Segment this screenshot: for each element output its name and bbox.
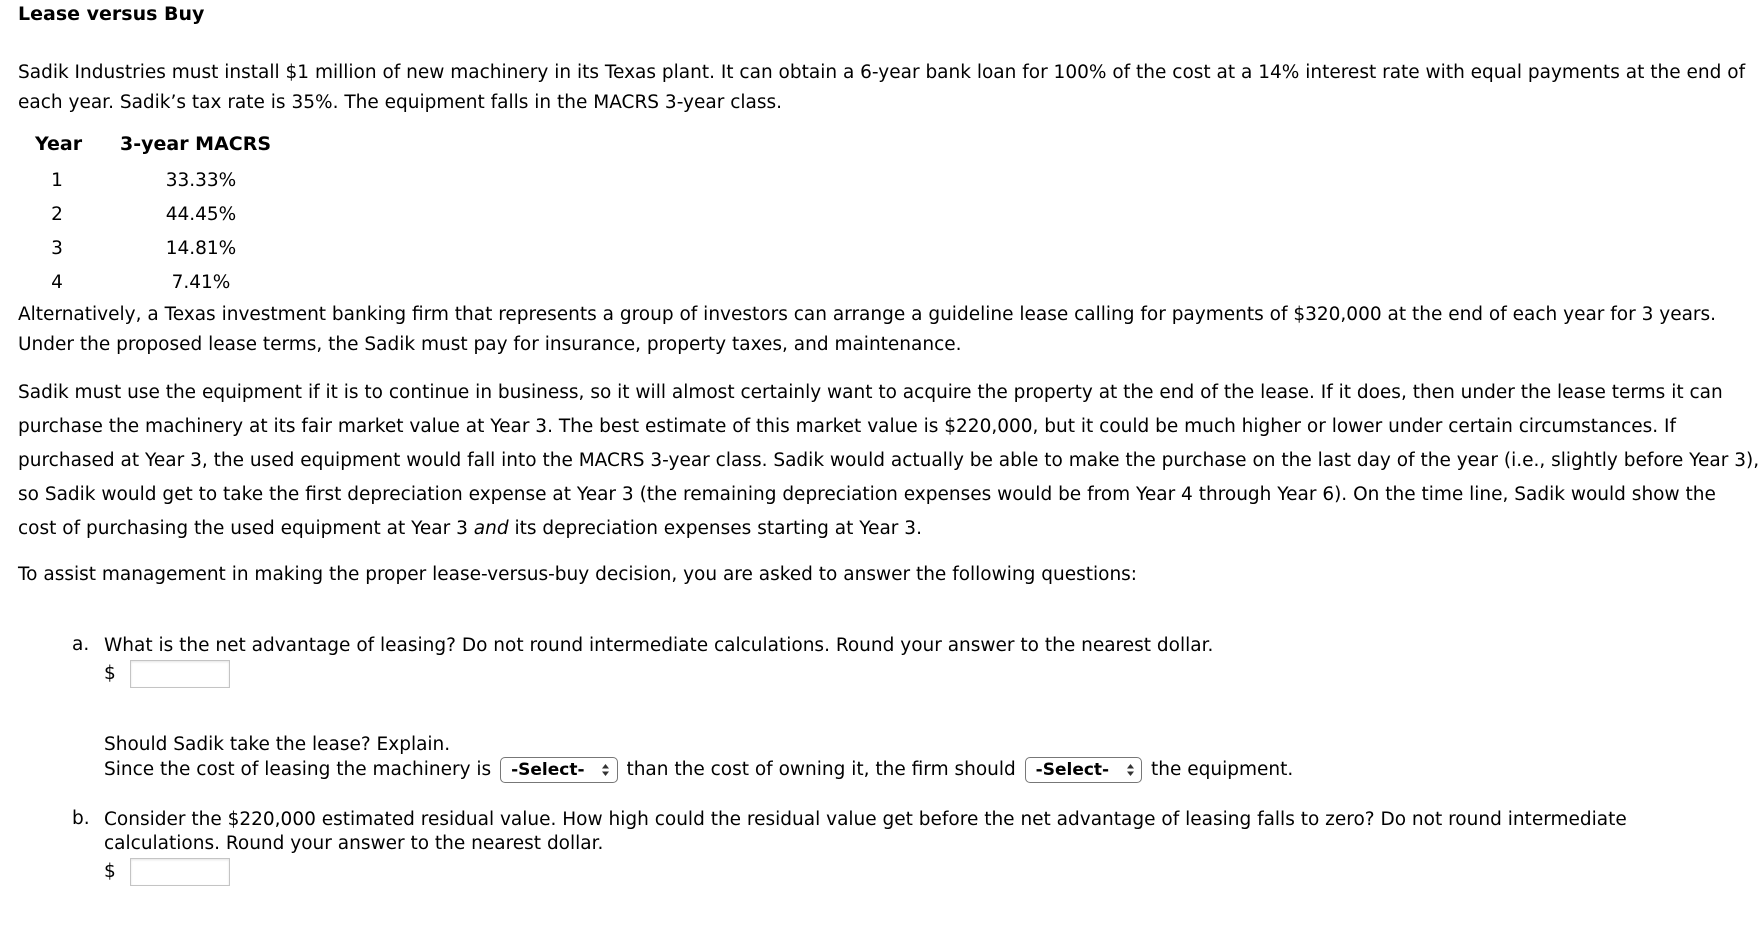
- macrs-year-cell: 1: [51, 169, 63, 191]
- macrs-header-year: Year: [35, 133, 83, 155]
- purchase-paragraph: [18, 376, 1760, 546]
- macrs-row: [35, 265, 282, 299]
- net-advantage-input[interactable]: [130, 660, 230, 688]
- purchase-emphasis: and: [473, 518, 509, 539]
- macrs-header-row: [35, 133, 282, 163]
- sentence-part-3: the equipment.: [1151, 759, 1294, 780]
- page-title: Lease versus Buy: [18, 3, 205, 25]
- macrs-year-cell: 2: [51, 203, 63, 225]
- macrs-rate-cell: 44.45%: [165, 203, 237, 225]
- question-b-text: Consider the $220,000 estimated residual value. How high could the residual value get before the net advantage of leasing falls to zero? Do not round intermediate calculations. Round your answer to the nearest dollar.: [104, 809, 1627, 854]
- question-a-answer-row: [104, 658, 1692, 690]
- up-down-arrows-icon: [1125, 763, 1135, 777]
- question-b: [72, 808, 1692, 888]
- macrs-table: [35, 133, 282, 299]
- decision-select[interactable]: [1025, 757, 1142, 783]
- explain-sentence: [104, 757, 1692, 783]
- macrs-year-cell: 4: [51, 271, 63, 293]
- dollar-sign: $: [104, 861, 116, 882]
- macrs-row: [35, 197, 282, 231]
- sentence-part-1: Since the cost of leasing the machinery is: [104, 759, 492, 780]
- alternative-paragraph: Alternatively, a Texas investment banking firm that represents a group of investors can arrange a guideline lease calling for payments of $320,000 at the end of each year for 3 years. Under the proposed lease terms, the Sadik must pay for insurance, property taxes, and maintenance.: [18, 304, 1717, 355]
- question-b-answer-row: [104, 856, 1692, 888]
- macrs-rate-cell: 33.33%: [165, 169, 237, 191]
- question-b-letter: b.: [72, 808, 90, 829]
- assist-paragraph: To assist management in making the proper lease-versus-buy decision, you are asked to answer the following questions:: [18, 564, 1138, 585]
- question-a: [72, 634, 1692, 783]
- explain-heading: Should Sadik take the lease? Explain.: [104, 734, 451, 755]
- intro-paragraph: Sadik Industries must install $1 million of new machinery in its Texas plant. It can obtain a 6-year bank loan for 100% of the cost at a 14% interest rate with equal payments at the end of each year. Sadik’s tax rate is 35%. The equipment falls in the MACRS 3-year class.: [18, 62, 1746, 113]
- macrs-year-cell: 3: [51, 237, 63, 259]
- question-a-explain: [104, 733, 1692, 783]
- sentence-part-2: than the cost of owning it, the firm should: [626, 759, 1016, 780]
- residual-value-input[interactable]: [130, 858, 230, 886]
- question-a-text: What is the net advantage of leasing? Do not round intermediate calculations. Round your answer to the nearest dollar.: [104, 635, 1214, 656]
- macrs-row: [35, 231, 282, 265]
- purchase-text-before: Sadik must use the equipment if it is to continue in business, so it will almost certainly want to acquire the property at the end of the lease. If it does, then under the lease terms it can purchase the machinery at its fair market value at Year 3. The best estimate of this market value is $220,000, but it could be much higher or lower under certain circumstances. If purchased at Year 3, the used equipment would fall into the MACRS 3-year class. Sadik would actually be able to make the purchase on the last day of the year (i.e., slightly before Year 3), so Sadik would get to take the first depreciation expense at Year 3 (the remaining depreciation expenses would be from Year 4 through Year 6). On the time line, Sadik would show the cost of purchasing the used equipment at Year 3: [18, 382, 1760, 539]
- dollar-sign: $: [104, 663, 116, 684]
- question-a-letter: a.: [72, 634, 90, 655]
- cost-comparison-select[interactable]: [500, 757, 617, 783]
- cost-comparison-select-value: -Select-: [511, 760, 585, 780]
- up-down-arrows-icon: [601, 763, 611, 777]
- macrs-rate-cell: 14.81%: [165, 237, 237, 259]
- problem-page: [18, 0, 1760, 590]
- macrs-header-rate: 3-year MACRS: [120, 133, 272, 155]
- macrs-row: [35, 163, 282, 197]
- macrs-rate-cell: 7.41%: [171, 271, 231, 293]
- decision-select-value: -Select-: [1035, 760, 1110, 780]
- purchase-text-after: its depreciation expenses starting at Year 3.: [508, 518, 922, 539]
